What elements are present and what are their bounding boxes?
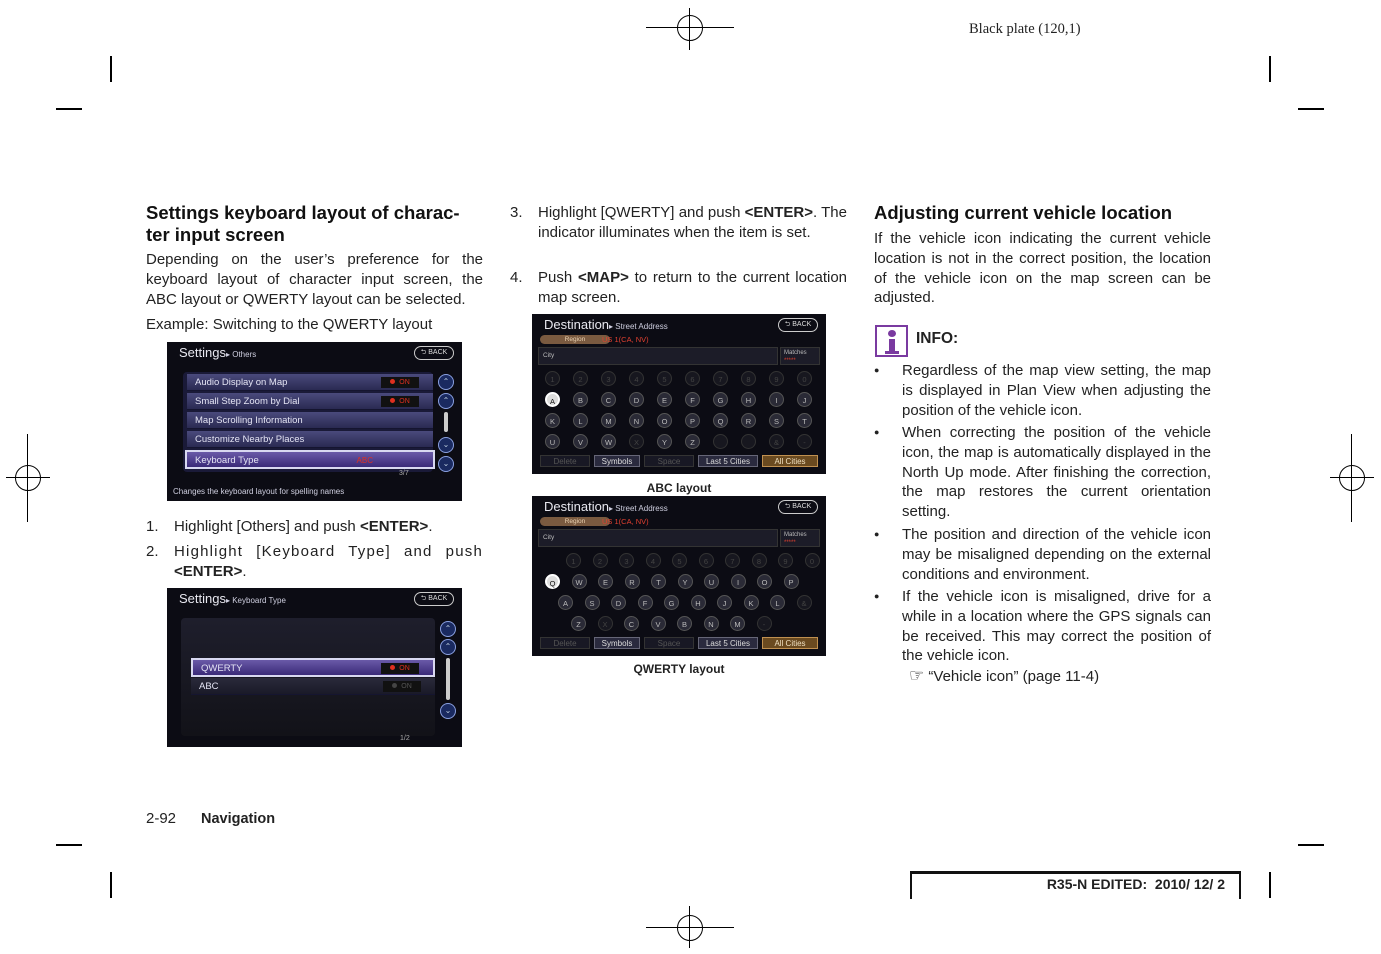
key-M[interactable]: M [730, 616, 745, 631]
region-button[interactable]: Region [540, 335, 610, 344]
region-button[interactable]: Region [540, 517, 610, 526]
vehicle-location-intro: If the vehicle icon indicating the current vehicle location is not in the correct position, the location of the vehicle icon on the map screen can be adjusted. [874, 230, 1211, 307]
key-K[interactable]: K [744, 595, 759, 610]
key-K[interactable]: K [545, 413, 560, 428]
key-7[interactable]: 7 [713, 371, 728, 386]
menu-row-qwerty[interactable]: QWERTY ON [191, 658, 435, 677]
abc-keyboard-screen [532, 314, 826, 474]
key-O[interactable]: O [757, 574, 772, 589]
key-Z[interactable]: Z [571, 616, 586, 631]
crop-mark [1298, 108, 1324, 110]
screen-title: Destination▸ Street Address [544, 317, 668, 332]
key-U[interactable]: U [545, 434, 560, 449]
off-indicator: ON [383, 681, 421, 692]
section-heading-keyboard: Settings keyboard layout of charac- ter input screen [146, 202, 460, 245]
scroll-up-icon[interactable]: ⌃ [440, 639, 456, 655]
key-2[interactable]: 2 [573, 371, 588, 386]
key-V[interactable]: V [651, 616, 666, 631]
menu-row-nearby-places[interactable]: Customize Nearby Places [187, 431, 433, 448]
key-B[interactable]: B [573, 392, 588, 407]
key-Z[interactable]: Z [685, 434, 700, 449]
key-F[interactable]: F [685, 392, 700, 407]
key-&[interactable]: & [769, 434, 784, 449]
key-H[interactable]: H [691, 595, 706, 610]
back-button[interactable]: ⮌ BACK [414, 592, 454, 606]
delete-button[interactable]: Delete [540, 455, 590, 467]
key-4[interactable]: 4 [629, 371, 644, 386]
key-P[interactable]: P [784, 574, 799, 589]
settings-keyboard-type-screen [167, 588, 462, 747]
space-button[interactable]: Space [644, 637, 694, 649]
on-indicator: ON [381, 377, 419, 388]
key-L[interactable]: L [770, 595, 785, 610]
on-indicator: ON [381, 663, 419, 674]
plate-label: Black plate (120,1) [969, 21, 1081, 37]
key-I[interactable]: I [769, 392, 784, 407]
key-8[interactable]: 8 [752, 553, 767, 568]
keyboard-intro: Depending on the user’s preference for the keyboard layout of character input screen, the ABC layout or QWERTY layout can be selected. [146, 251, 483, 308]
info-label: INFO: [916, 330, 959, 347]
scroll-down-icon[interactable]: ⌄ [438, 437, 454, 453]
key-M[interactable]: M [601, 413, 616, 428]
back-button[interactable]: ⮌ BACK [414, 346, 454, 360]
key-T[interactable]: T [797, 413, 812, 428]
key-U[interactable]: U [704, 574, 719, 589]
key-S[interactable]: S [769, 413, 784, 428]
key-G[interactable]: G [713, 392, 728, 407]
key-S[interactable]: S [585, 595, 600, 610]
key-N[interactable]: N [704, 616, 719, 631]
key-T[interactable]: T [651, 574, 666, 589]
scroll-top-icon[interactable]: ⌃ [440, 621, 456, 637]
key-I[interactable]: I [731, 574, 746, 589]
key-G[interactable]: G [664, 595, 679, 610]
key-R[interactable]: R [625, 574, 640, 589]
key-E[interactable]: E [657, 392, 672, 407]
keyboard-type-value: ABC [356, 456, 373, 465]
scroll-down-icon[interactable]: ⌄ [440, 703, 456, 719]
key-0[interactable]: 0 [797, 371, 812, 386]
info-icon [875, 325, 908, 357]
key-E[interactable]: E [598, 574, 613, 589]
screen-title: Settings▸ Keyboard Type [179, 591, 286, 606]
key-0[interactable]: 0 [805, 553, 820, 568]
key-W[interactable]: W [601, 434, 616, 449]
page-number: 2-92 [146, 810, 177, 827]
region-value: US 1(CA, NV) [602, 517, 649, 526]
menu-row-keyboard-type[interactable]: Keyboard Type ABC [185, 450, 435, 469]
city-input[interactable]: City [538, 347, 778, 365]
example-text: Example: Switching to the QWERTY layout [146, 316, 433, 333]
key-1[interactable]: 1 [545, 371, 560, 386]
key-6[interactable]: 6 [699, 553, 714, 568]
page-reference: ☞ “Vehicle icon” (page 11-4) [909, 666, 1100, 685]
key-N[interactable]: N [629, 413, 644, 428]
key-9[interactable]: 9 [769, 371, 784, 386]
back-button[interactable]: ⮌ BACK [778, 500, 818, 514]
region-value: US 1(CA, NV) [602, 335, 649, 344]
key-A[interactable]: A [558, 595, 573, 610]
caption-abc: ABC layout [646, 481, 712, 495]
key-J[interactable]: J [717, 595, 732, 610]
key-B[interactable]: B [677, 616, 692, 631]
city-input[interactable]: City [538, 529, 778, 547]
scroll-top-icon[interactable]: ⌃ [438, 374, 454, 390]
crop-mark [1298, 844, 1324, 846]
key-C[interactable]: C [624, 616, 639, 631]
matches-box: Matches ***** [780, 347, 820, 365]
page-indicator: 3/7 [399, 470, 409, 477]
key-3[interactable]: 3 [619, 553, 634, 568]
screen-title: Settings▸ Others [179, 345, 257, 360]
scroll-bottom-icon[interactable]: ⌄ [438, 456, 454, 472]
menu-row-abc[interactable]: ABC ON [191, 678, 435, 695]
key-Y[interactable]: Y [678, 574, 693, 589]
settings-others-screen [167, 342, 462, 501]
crop-mark [1269, 872, 1271, 898]
key-Q[interactable]: Q [713, 413, 728, 428]
last-5-cities-button[interactable]: Last 5 Cities [698, 637, 758, 649]
page-indicator: 1/2 [400, 735, 410, 742]
qwerty-keyboard-screen [532, 496, 826, 656]
back-button[interactable]: ⮌ BACK [778, 318, 818, 332]
key-W[interactable]: W [572, 574, 587, 589]
key--[interactable]: - [797, 434, 812, 449]
key-Q[interactable]: Q [545, 574, 560, 589]
key-C[interactable]: C [601, 392, 616, 407]
key-3[interactable]: 3 [601, 371, 616, 386]
key-X[interactable]: X [598, 616, 613, 631]
key-blank[interactable] [741, 434, 756, 449]
key-D[interactable]: D [611, 595, 626, 610]
caption-qwerty: QWERTY layout [633, 662, 725, 676]
key-6[interactable]: 6 [685, 371, 700, 386]
key-5[interactable]: 5 [657, 371, 672, 386]
key-J[interactable]: J [797, 392, 812, 407]
key-Y[interactable]: Y [657, 434, 672, 449]
key-V[interactable]: V [573, 434, 588, 449]
crop-mark [56, 108, 82, 110]
edit-stamp: R35-N EDITED: 2010/ 12/ 2 [910, 871, 1241, 899]
on-indicator: ON [381, 396, 419, 407]
key-&[interactable]: & [797, 595, 812, 610]
section-heading-vehicle-location: Adjusting current vehicle location [874, 202, 1173, 223]
delete-button[interactable]: Delete [540, 637, 590, 649]
last-5-cities-button[interactable]: Last 5 Cities [698, 455, 758, 467]
all-cities-button[interactable]: All Cities [762, 637, 818, 649]
crop-mark [110, 56, 112, 82]
key-blank[interactable] [713, 434, 728, 449]
key-H[interactable]: H [741, 392, 756, 407]
menu-row-map-scrolling[interactable]: Map Scrolling Information [187, 412, 433, 429]
key--[interactable]: - [757, 616, 772, 631]
key-8[interactable]: 8 [741, 371, 756, 386]
key-D[interactable]: D [629, 392, 644, 407]
symbols-button[interactable]: Symbols [594, 455, 640, 467]
help-text: Changes the keyboard layout for spelling names [173, 487, 345, 496]
key-R[interactable]: R [741, 413, 756, 428]
key-4[interactable]: 4 [646, 553, 661, 568]
key-5[interactable]: 5 [672, 553, 687, 568]
space-button[interactable]: Space [644, 455, 694, 467]
matches-box: Matches ***** [780, 529, 820, 547]
key-A[interactable]: A [545, 392, 560, 407]
crop-mark [110, 872, 112, 898]
reference-hand-icon: ☞ [909, 666, 925, 685]
symbols-button[interactable]: Symbols [594, 637, 640, 649]
menu-row-small-step-zoom[interactable]: Small Step Zoom by Dial ON [187, 393, 433, 410]
key-P[interactable]: P [685, 413, 700, 428]
key-7[interactable]: 7 [725, 553, 740, 568]
section-name: Navigation [201, 811, 276, 827]
key-O[interactable]: O [657, 413, 672, 428]
key-L[interactable]: L [573, 413, 588, 428]
crop-mark [1269, 56, 1271, 82]
crop-mark [56, 844, 82, 846]
key-2[interactable]: 2 [593, 553, 608, 568]
key-X[interactable]: X [629, 434, 644, 449]
scroll-up-icon[interactable]: ⌃ [438, 393, 454, 409]
all-cities-button[interactable]: All Cities [762, 455, 818, 467]
key-9[interactable]: 9 [778, 553, 793, 568]
key-1[interactable]: 1 [566, 553, 581, 568]
screen-title: Destination▸ Street Address [544, 499, 668, 514]
menu-row-audio-display[interactable]: Audio Display on Map ON [187, 374, 433, 391]
key-F[interactable]: F [638, 595, 653, 610]
